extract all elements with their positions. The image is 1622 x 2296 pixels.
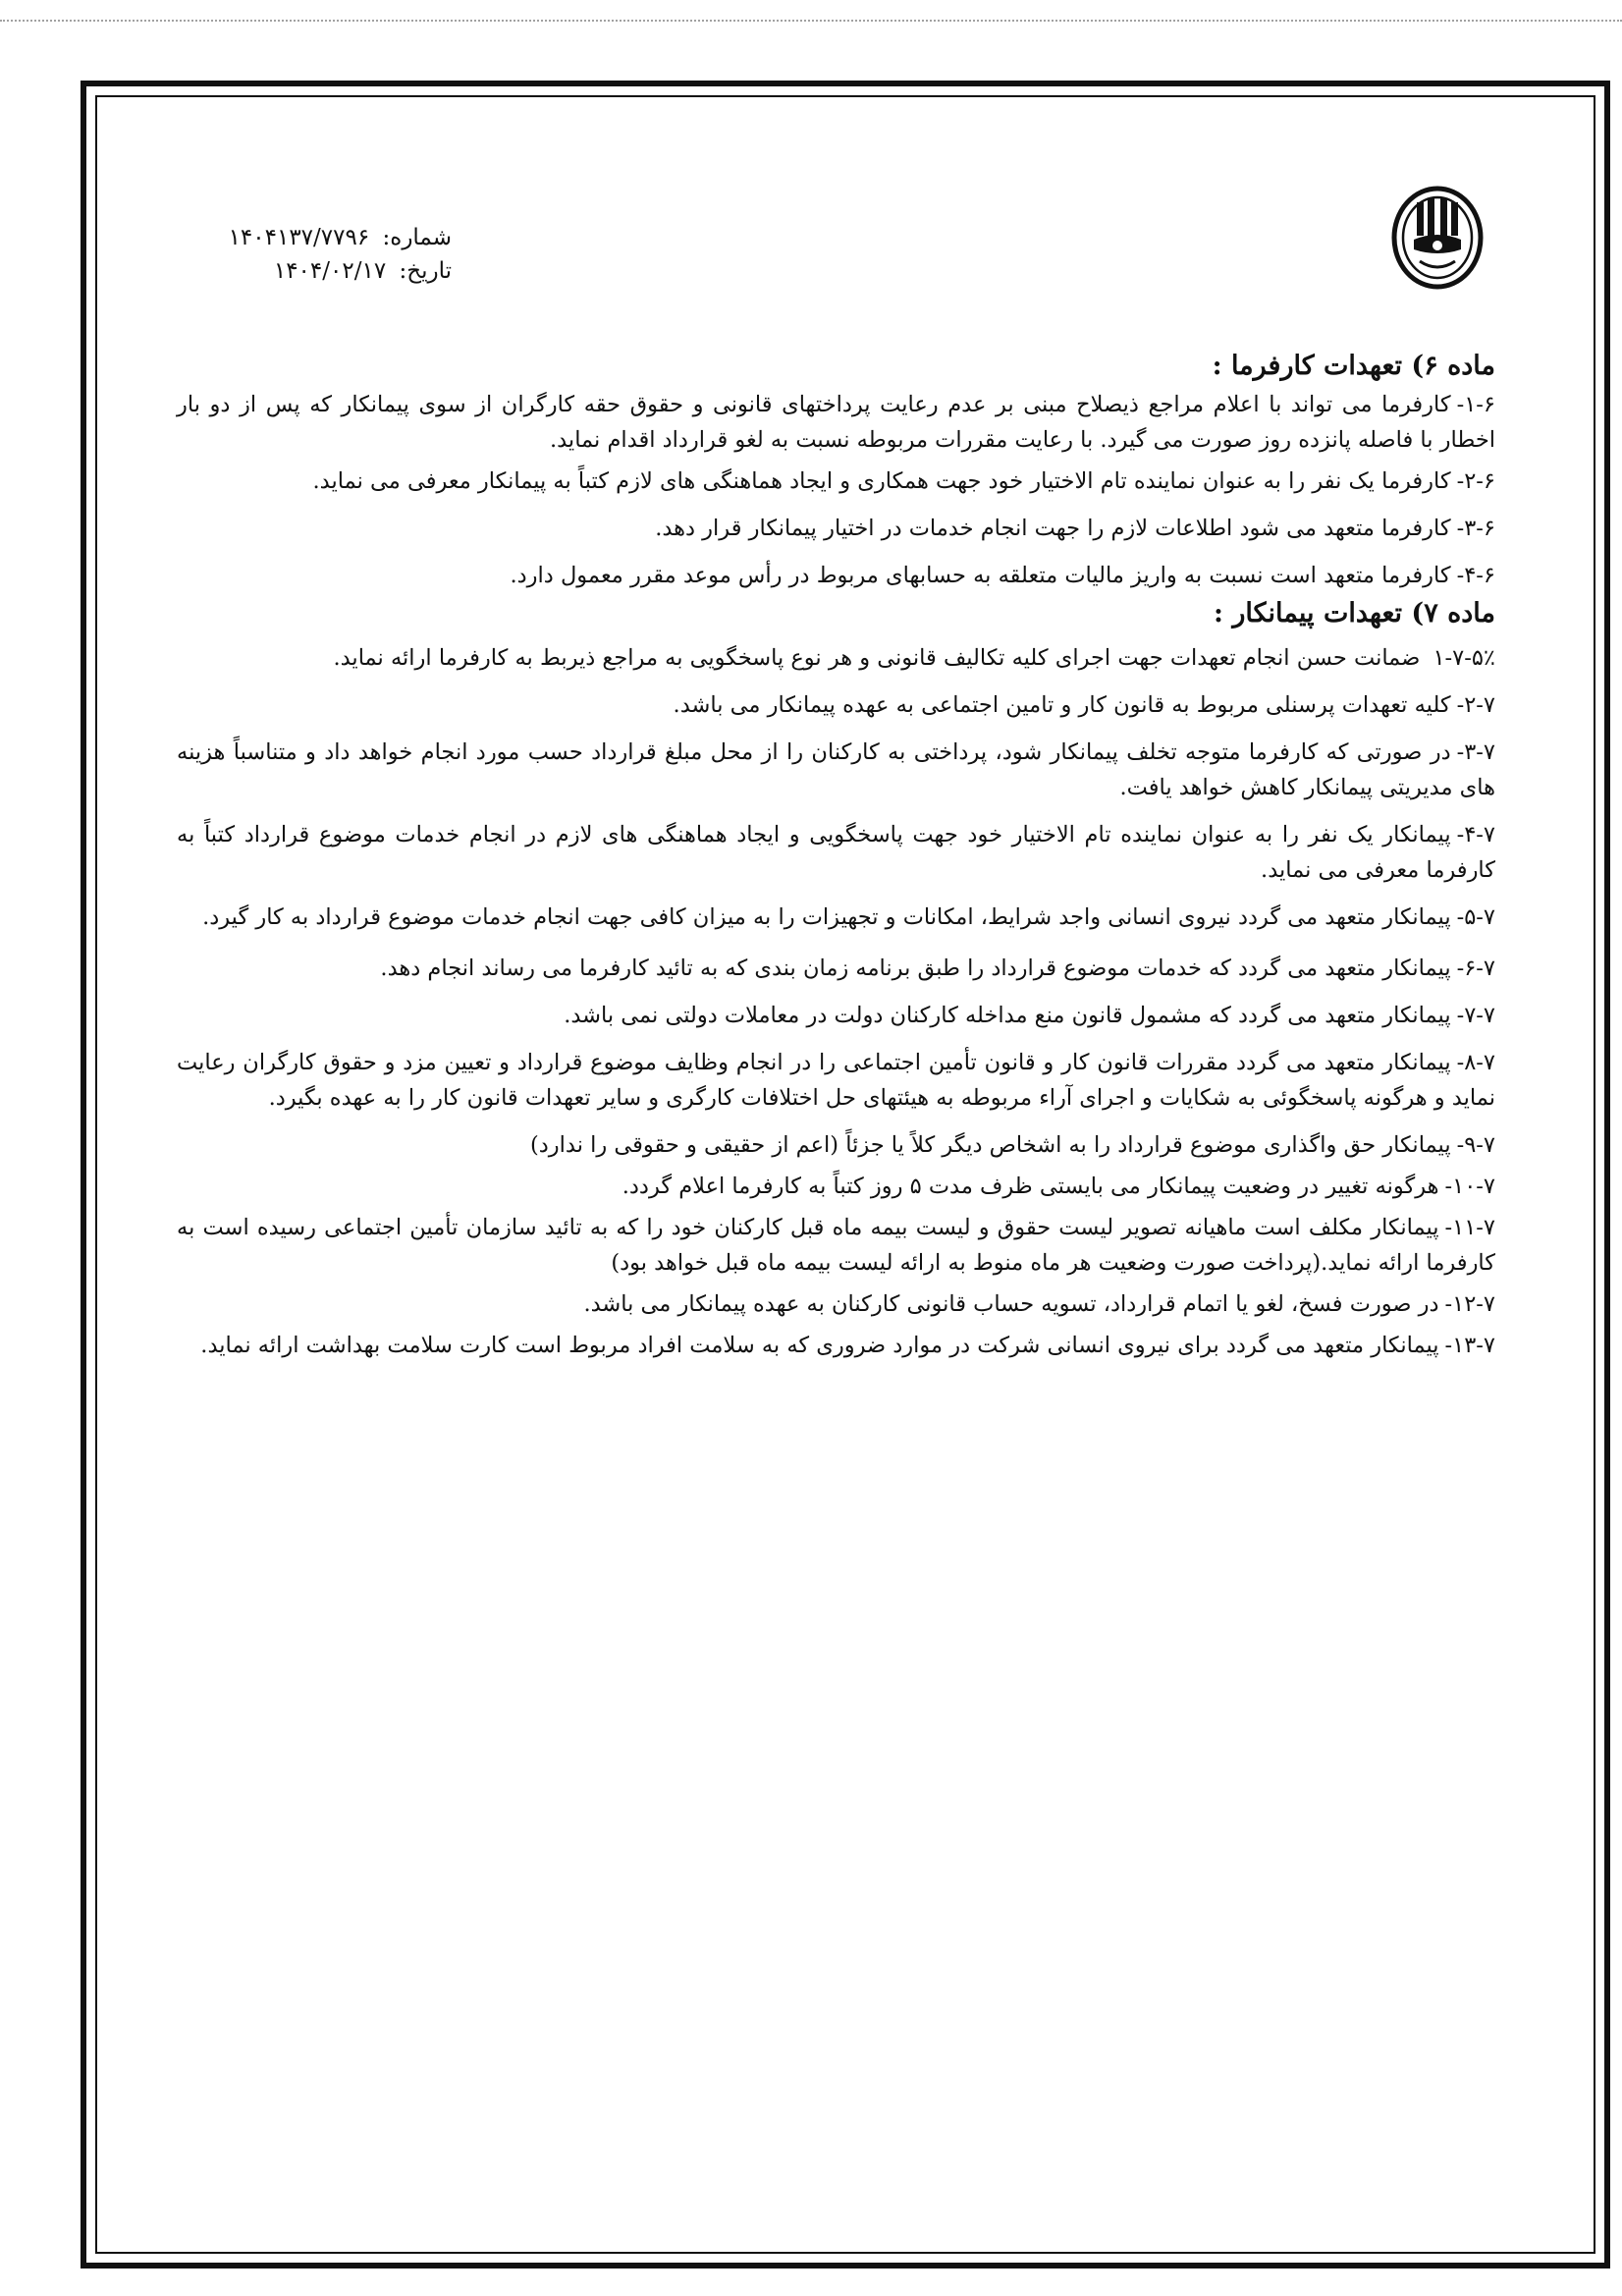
- scan-artifact-dots: [0, 20, 1622, 25]
- clause-number: ۱-۷-: [1433, 645, 1472, 671]
- clause-7-13: [177, 1328, 1495, 1363]
- document-date-row: [177, 254, 452, 288]
- document-date-value: ۱۴۰۴/۰۲/۱۷: [273, 258, 387, 284]
- company-seal-logo-icon: [1390, 185, 1485, 291]
- clause-text: هرگونه تغییر در وضعیت پیمانکار می بایستی ظرف مدت ۵ روز کتباً به کارفرما اعلام گردد.: [622, 1174, 1439, 1199]
- clause-text: در صورتی که کارفرما متوجه تخلف پیمانکار شود، پرداختی به کارکنان را از محل مبلغ قرارداد حسب مورد انجام خواهد داد و متناسباً هزینه های مدیریتی پیمانکار کاهش خواهد یافت.: [177, 739, 1495, 800]
- clause-7-9: [177, 1127, 1495, 1163]
- clause-number: ۲-۶-: [1456, 468, 1495, 494]
- clause-number: ۲-۷-: [1456, 692, 1495, 718]
- clause-6-3: [177, 511, 1495, 546]
- clause-text: ۵٪ ضمانت حسن انجام تعهدات جهت اجرای کلیه تکالیف قانونی و هر نوع پاسخگویی به مراجع ذیربط به کارفرما ارائه نماید.: [333, 645, 1495, 671]
- clause-text: پیمانکار حق واگذاری موضوع قرارداد را به اشخاص دیگر کلاً یا جزئاً (اعم از حقیقی و حقوقی را ندارد): [530, 1132, 1451, 1158]
- clause-text: کارفرما متعهد است نسبت به واریز مالیات متعلقه به حسابهای مربوط در رأس موعد مقرر معمول دارد.: [510, 563, 1451, 588]
- document-date-label: تاریخ:: [399, 258, 452, 284]
- clause-7-8: [177, 1045, 1495, 1116]
- clause-text: پیمانکار متعهد می گردد که خدمات موضوع قرارداد را طبق برنامه زمان بندی که به تائید کارفرما می رساند انجام دهد.: [380, 956, 1451, 981]
- document-number-value: ۱۴۰۴۱۳۷/۷۷۹۶: [228, 225, 370, 250]
- document-number-label: شماره:: [382, 225, 452, 250]
- clause-text: در صورت فسخ، لغو یا اتمام قرارداد، تسویه حساب قانونی کارکنان به عهده پیمانکار می باشد.: [583, 1291, 1439, 1317]
- clause-7-6: [177, 951, 1495, 986]
- document-body: [177, 346, 1495, 1363]
- clause-text: کلیه تعهدات پرسنلی مربوط به قانون کار و تامین اجتماعی به عهده پیمانکار می باشد.: [673, 692, 1451, 718]
- document-meta: [177, 221, 452, 288]
- clause-6-4: [177, 558, 1495, 593]
- clause-7-11: [177, 1210, 1495, 1281]
- clause-7-3: [177, 735, 1495, 805]
- clause-number: ۱۰-۷-: [1444, 1174, 1495, 1199]
- clause-number: ۱۱-۷-: [1444, 1215, 1495, 1240]
- clause-7-4: [177, 817, 1495, 888]
- clause-number: ۴-۶-: [1456, 563, 1495, 588]
- clause-7-5: [177, 900, 1495, 935]
- clause-7-10: [177, 1169, 1495, 1204]
- clause-number: ۸-۷-: [1456, 1050, 1495, 1075]
- clause-text: کارفرما متعهد می شود اطلاعات لازم را جهت انجام خدمات در اختیار پیمانکار قرار دهد.: [655, 516, 1451, 541]
- clause-7-1: [177, 640, 1495, 676]
- clause-text: پیمانکار یک نفر را به عنوان نماینده تام الاختیار خود جهت پاسخگویی و ایجاد هماهنگی های لازم در انجام خدمات موضوع قرارداد کتباً به کارفرما معرفی می نماید.: [177, 822, 1495, 883]
- clause-number: ۹-۷-: [1456, 1132, 1495, 1158]
- clause-number: ۱-۶-: [1456, 392, 1495, 417]
- clause-number: ۱۲-۷-: [1444, 1291, 1495, 1317]
- clause-number: ۶-۷-: [1456, 956, 1495, 981]
- article-6-heading: ماده ۶) تعهدات کارفرما :: [1212, 351, 1495, 381]
- clause-text: پیمانکار متعهد می گردد نیروی انسانی واجد شرایط، امکانات و تجهیزات را به میزان کافی جهت انجام خدمات موضوع قرارداد به کار گیرد.: [202, 904, 1451, 930]
- clause-number: ۷-۷-: [1456, 1003, 1495, 1028]
- clause-6-1: [177, 387, 1495, 458]
- clause-6-2: [177, 464, 1495, 499]
- clause-number: ۳-۶-: [1456, 516, 1495, 541]
- clause-text: پیمانکار متعهد می گردد که مشمول قانون منع مداخله کارکنان دولت در معاملات دولتی نمی باشد.: [564, 1003, 1451, 1028]
- clause-number: ۵-۷-: [1456, 904, 1495, 930]
- clause-text: پیمانکار متعهد می گردد مقررات قانون کار و قانون تأمین اجتماعی را در انجام وظایف موضوع قرارداد و تعیین مزد و حقوق کارگران رعایت نماید و هرگونه پاسخگوئی به شکایات و اجرای آراء مربوطه به هیئتهای حل اختلافات کارگری و سایر تعهدات قانون کار را به عهده بگیرد.: [177, 1050, 1495, 1111]
- clause-text: کارفرما یک نفر را به عنوان نماینده تام الاختیار خود جهت همکاری و ایجاد هماهنگی های لازم کتباً به پیمانکار معرفی می نماید.: [312, 468, 1451, 494]
- clause-text: کارفرما می تواند با اعلام مراجع ذیصلاح مبنی بر عدم رعایت پرداختهای قانونی و حقوق حقه کارگران از سوی پیمانکار که پس از دو بار اخطار با فاصله پانزده روز صورت می گیرد. با رعایت مقررات مربوطه نسبت به لغو قرارداد اقدام نماید.: [177, 392, 1495, 453]
- clause-text: پیمانکار مکلف است ماهیانه تصویر لیست حقوق و لیست بیمه ماه قبل کارکنان خود را که به تائید سازمان تأمین اجتماعی رسیده است به کارفرما ارائه نماید.(پرداخت صورت وضعیت هر ماه منوط به ارائه لیست بیمه ماه قبل خواهد بود): [177, 1215, 1495, 1276]
- clause-text: پیمانکار متعهد می گردد برای نیروی انسانی شرکت در موارد ضروری که به سلامت افراد مربوط است کارت سلامت بهداشت ارائه نماید.: [200, 1333, 1439, 1358]
- article-7-heading: ماده ۷) تعهدات پیمانکار :: [1214, 598, 1495, 629]
- document-number-row: [177, 221, 452, 254]
- clause-number: ۳-۷-: [1456, 739, 1495, 765]
- clause-number: ۴-۷-: [1456, 822, 1495, 847]
- clause-7-12: [177, 1286, 1495, 1322]
- clause-number: ۱۳-۷-: [1444, 1333, 1495, 1358]
- clause-7-7: [177, 998, 1495, 1033]
- clause-7-2: [177, 687, 1495, 723]
